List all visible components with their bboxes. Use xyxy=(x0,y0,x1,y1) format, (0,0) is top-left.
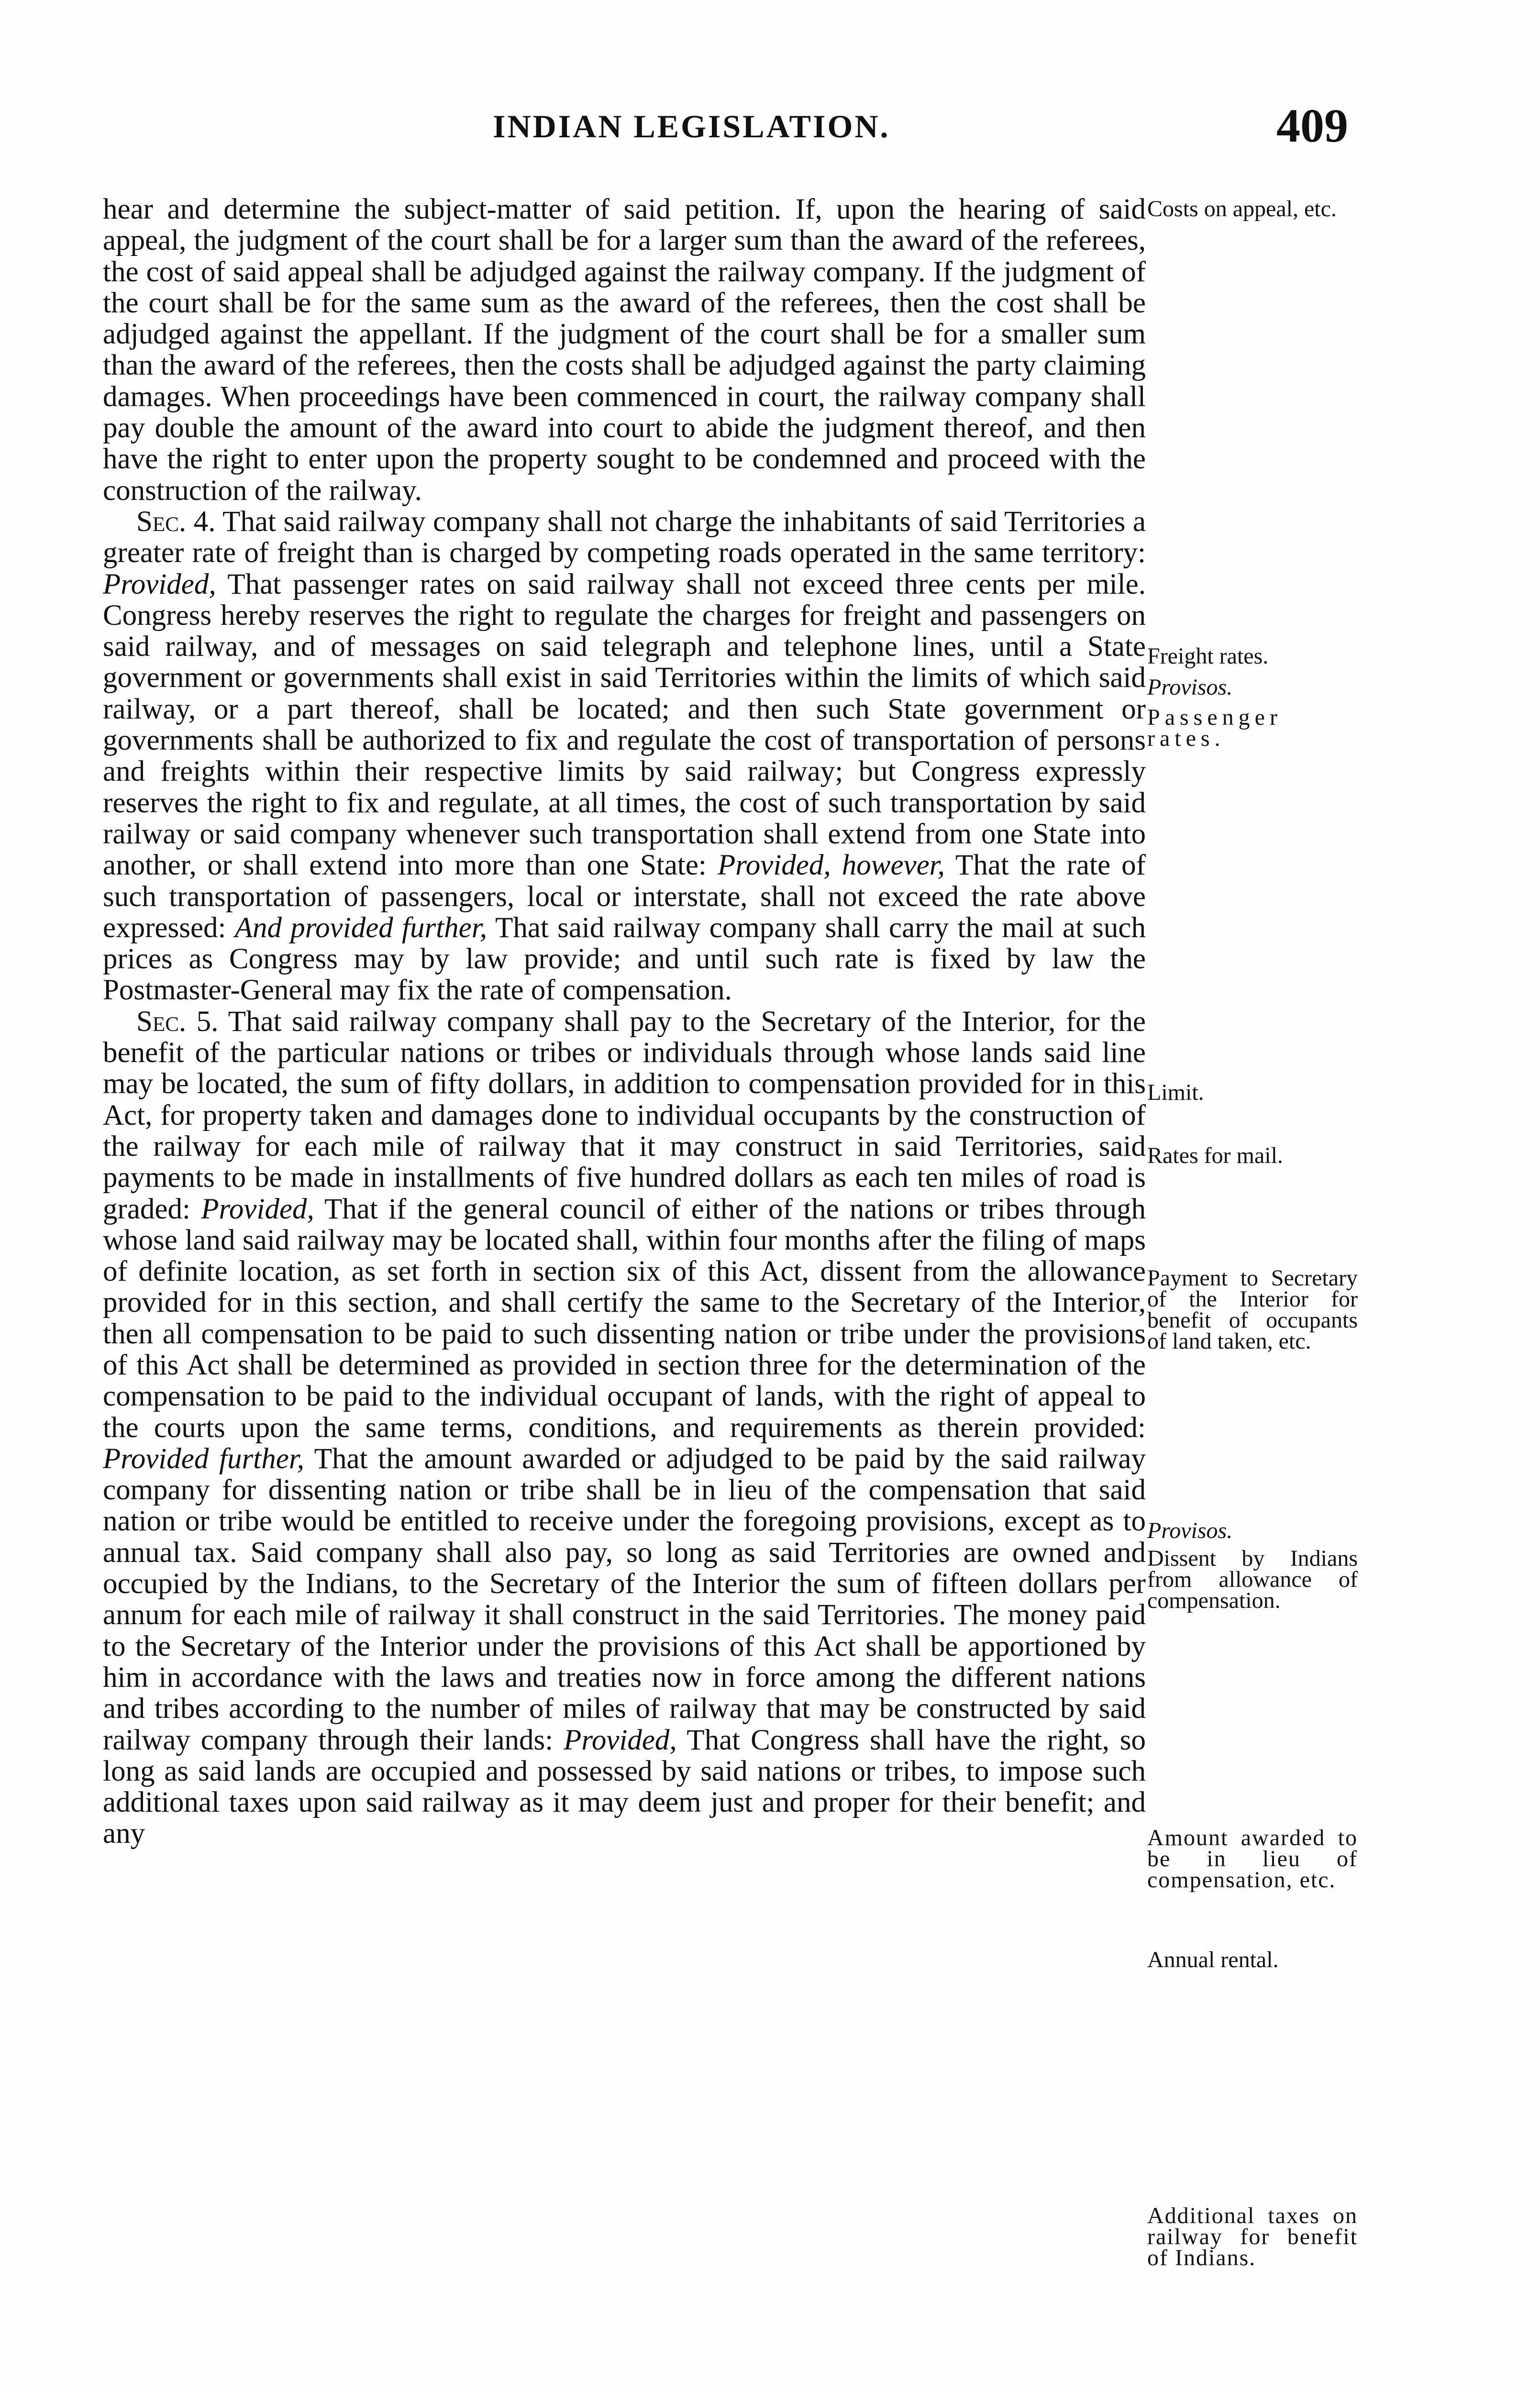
running-head: INDIAN LEGISLATION. xyxy=(493,108,890,144)
page-number: 409 xyxy=(1276,99,1348,152)
body-text xyxy=(103,194,1146,1849)
margin-note-rates-mail: Rates for mail. xyxy=(1147,1143,1283,1168)
margin-note-provisos-2: Provisos. xyxy=(1147,1518,1233,1543)
margin-note-payment-secretary: Payment to Secretary of the Interior for benefit of occupants of land taken, etc. xyxy=(1147,1265,1358,1354)
section-4 xyxy=(103,506,1146,1006)
margin-note-freight-rates: Freight rates. xyxy=(1147,643,1269,669)
section-4-text-c: That the rate of such transportation of passengers, local or interstate, shall not exceed the rate above expressed: xyxy=(103,849,1146,944)
section-4-proviso-1: Provided, xyxy=(103,568,216,600)
section-4-text-d: That said railway company shall carry the mail at such prices as Congress may by law provide; and until such rate is fixed by law the Postmaster-General may fix the rate of compensation. xyxy=(103,911,1146,1007)
section-4-label: Sec. 4. xyxy=(136,505,216,538)
margin-note-amount-awarded: Amount awarded to be in lieu of compensation, etc. xyxy=(1147,1825,1358,1893)
section-5-proviso-3: Provided, xyxy=(564,1724,677,1756)
section-5-proviso-1: Provided, xyxy=(201,1193,314,1225)
margin-note-dissent: Dissent by Indians from allowance of compensation. xyxy=(1147,1546,1358,1613)
section-4-text-b: That passenger rates on said railway shall not exceed three cents per mile. Congress hereby reserves the right to regulate the charges for freight and passengers on said railway, and of messages on said telegraph and telephone lines, until a State government or governments shall exist in said Territories within the limits of which said railway, or a part thereof, shall be located; and then such State government or governments shall be authorized to fix and regulate the cost of transportation of persons and freights within their respective limits by said railway; but Congress expressly reserves the right to fix and regulate, at all times, the cost of such transportation by said railway or said company whenever such transportation shall extend from one State into another, or shall extend into more than one State: xyxy=(103,568,1146,882)
section-4-proviso-2: Provided, however, xyxy=(718,849,945,882)
paragraph-continuation: hear and determine the subject-matter of said petition. If, upon the hearing of said appeal, the judgment of the court shall be for a larger sum than the award of the referees, the cost of said appeal shall be adjudged against the railway company. If the judgment of the court shall be for the same sum as the award of the referees, then the cost shall be adjudged against the appellant. If the judgment of the court shall be for a smaller sum than the award of the referees, then the costs shall be adjudged against the party claiming damages. When proceedings have been commenced in court, the railway company shall pay double the amount of the award into court to abide the judgment thereof, and then have the right to enter upon the property sought to be condemned and proceed with the construction of the railway. xyxy=(103,193,1146,507)
margin-note-costs-appeal: Costs on appeal, etc. xyxy=(1147,196,1337,221)
section-5-text-b: That if the general council of either of the nations or tribes through whose land said railway may be located shall, within four months after the filing of maps of definite location, as set forth in section six of this Act, dissent from the allowance provided for in this section, and shall certify the same to the Secretary of the Interior, then all compensation to be paid to such dissenting nation or tribe under the provisions of this Act shall be determined as provided in section three for the determination of the compensation to be paid to the individual occupant of lands, with the right of appeal to the courts upon the same terms, conditions, and requirements as therein provided: xyxy=(103,1193,1146,1444)
section-5-label: Sec. 5. xyxy=(136,1005,219,1038)
section-5-text-c: That the amount awarded or adjudged to be paid by the said railway company for dissenting nation or tribe shall be in lieu of the compensation that said nation or tribe would be entitled to receive under the foregoing provisions, except as to annual tax. Said company shall also pay, so long as said Territories are owned and occupied by the Indians, to the Secretary of the Interior the sum of fifteen dollars per annum for each mile of railway it shall construct in the said Territories. The money paid to the Secretary of the Interior under the provisions of this Act shall be apportioned by him in accordance with the laws and treaties now in force among the different nations and tribes according to the number of miles of railway that may be constructed by said railway company through their lands: xyxy=(103,1442,1146,1756)
section-4-proviso-3: And provided further, xyxy=(234,911,487,944)
margin-note-provisos-1: Provisos. xyxy=(1147,675,1233,700)
margin-note-additional-taxes: Additional taxes on railway for benefit of Indians. xyxy=(1147,2203,1358,2270)
section-5 xyxy=(103,1006,1146,1849)
margin-note-limit: Limit. xyxy=(1147,1080,1204,1105)
section-5-proviso-2: Provided further, xyxy=(103,1442,305,1475)
section-5-text-a: That said railway company shall pay to the Secretary of the Interior, for the benefit of the particular nations or tribes or individuals through whose lands said line may be located, the sum of fifty dollars, in addition to compensation provided for in this Act, for property taken and damages done to individual occupants by the construction of the railway for each mile of railway that it may construct in said Territories, said payments to be made in installments of five hundred dollars as each ten miles of road is graded: xyxy=(103,1005,1146,1225)
section-4-text-a: That said railway company shall not charge the inhabitants of said Territories a greater rate of freight than is charged by competing roads operated in the same territory: xyxy=(103,505,1146,569)
margin-note-annual-rental: Annual rental. xyxy=(1147,1947,1279,1972)
section-5-text-d: That Congress shall have the right, so long as said lands are occupied and possessed by said nations or tribes, to impose such additional taxes upon said railway as it may deem just and proper for their benefit; and any xyxy=(103,1724,1146,1850)
margin-note-passenger-rates: Passenger rates. xyxy=(1147,705,1282,751)
